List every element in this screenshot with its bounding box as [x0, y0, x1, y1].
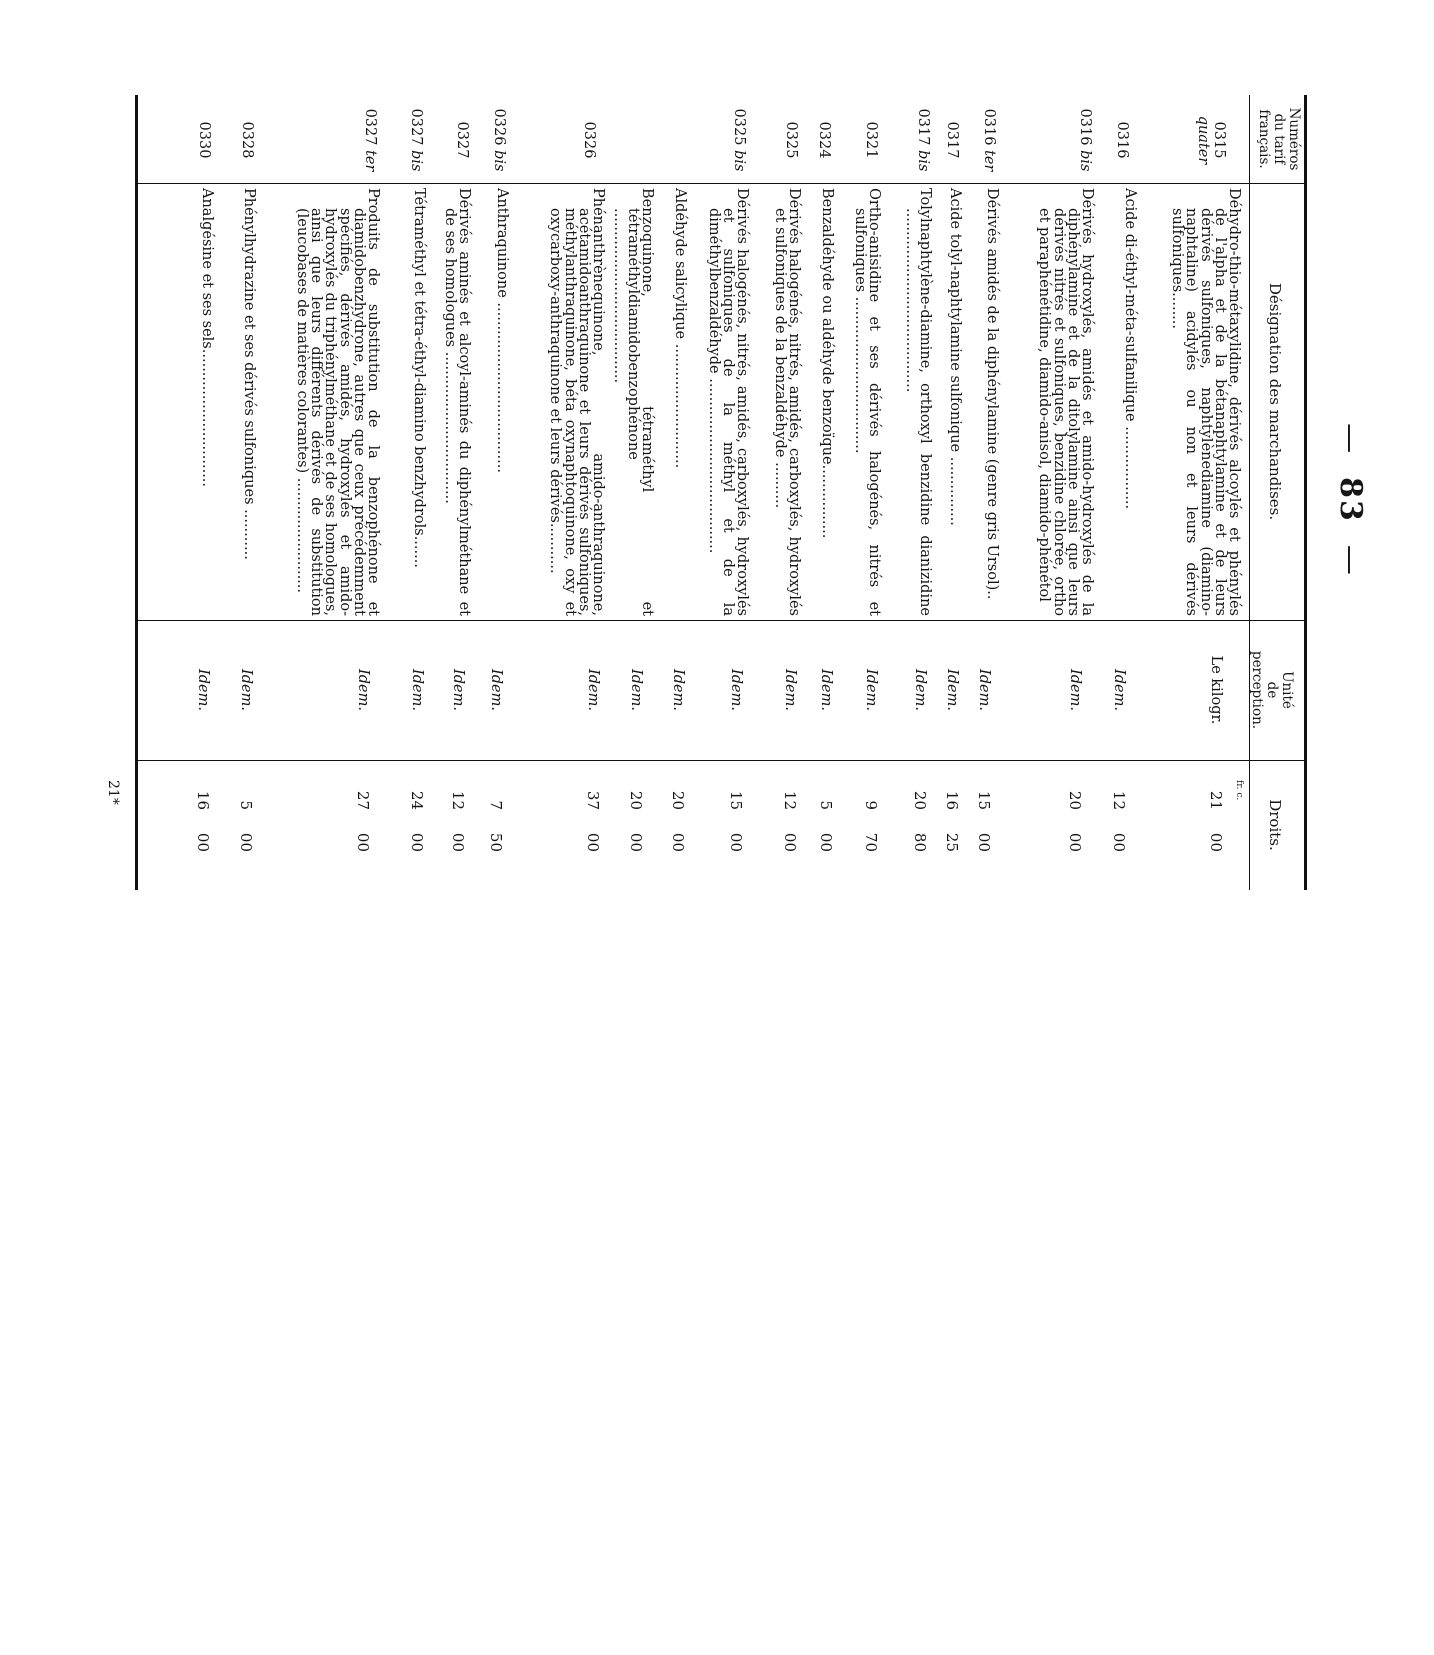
duty-amount — [628, 768, 644, 888]
tariff-number-code: 0325 — [783, 121, 799, 159]
header-unite: Unité de perception. — [1249, 650, 1295, 730]
unit-of-perception: Idem. — [355, 669, 371, 711]
duty-amount — [818, 768, 834, 888]
item-designation — [412, 188, 426, 616]
tariff-number — [816, 100, 832, 180]
designation-text: Dérivés amidés de la diphénylamine (genre gris Ursol).. — [984, 188, 1000, 600]
unit-of-perception: Idem. — [728, 669, 744, 711]
duty-centimes: 00 — [975, 832, 993, 852]
duty-francs: 21 — [1207, 790, 1225, 810]
designation-text: Acide di-éthyl-méta-sulfanilique .................. — [1122, 188, 1138, 510]
duty-amount — [1111, 768, 1127, 888]
tariff-number-suffix: bis — [1077, 150, 1093, 172]
duty-amount — [450, 768, 466, 888]
tariff-number — [731, 100, 747, 180]
designation-text: Phénylhydrazine et ses dérivés sulfoniques ........... — [241, 188, 257, 560]
duty-amount — [944, 768, 960, 888]
tariff-number-code: 0326 — [581, 121, 597, 159]
unit-of-perception: Idem. — [818, 669, 834, 711]
duty-amount — [976, 768, 992, 888]
tariff-number-suffix: quater — [1195, 115, 1211, 165]
duty-francs: 16 — [943, 790, 961, 810]
designation-text: Anthraquinone ..................................... — [494, 188, 510, 473]
duty-centimes: 00 — [194, 832, 212, 852]
tariff-number — [196, 100, 212, 180]
unit-of-perception: Idem. — [488, 669, 504, 711]
column-divider — [138, 760, 1307, 761]
page-number: —83— — [1333, 423, 1368, 577]
duty-francs: 20 — [669, 790, 687, 810]
duty-francs: 20 — [627, 790, 645, 810]
duty-centimes: 00 — [449, 832, 467, 852]
tariff-number — [581, 100, 597, 180]
designation-text: Aldéhyde salicylique ........................... — [672, 188, 688, 469]
item-designation — [773, 188, 801, 616]
duty-francs: 20 — [911, 790, 929, 810]
tariff-number-code: 0321 — [863, 121, 879, 159]
duty-centimes: 00 — [1066, 832, 1084, 852]
duty-francs: 27 — [354, 790, 372, 810]
tariff-number — [783, 100, 799, 180]
duty-centimes: 25 — [943, 832, 961, 852]
duty-francs: 12 — [781, 790, 799, 810]
item-designation — [1170, 188, 1241, 616]
tariff-number-code: 0316 — [1114, 121, 1130, 159]
duty-francs: 12 — [449, 790, 467, 810]
duty-amount — [782, 768, 798, 888]
tariff-number — [981, 100, 997, 180]
unit-of-perception: Idem. — [863, 669, 879, 711]
duty-centimes: 00 — [354, 832, 372, 852]
unit-of-perception: Idem. — [585, 669, 601, 711]
duty-amount — [195, 768, 211, 888]
designation-text: Benzoquinone, tétraméthyl et tétraméthyldiamidobenzophénone ...................................... — [610, 188, 655, 616]
duty-amount — [670, 768, 686, 888]
unit-of-perception: Le kilogr. — [1208, 655, 1224, 725]
duty-francs: 7 — [487, 800, 505, 810]
tariff-number-code: 0325 — [731, 108, 747, 146]
duty-amount — [355, 768, 371, 888]
unit-of-perception: Idem. — [409, 669, 425, 711]
tariff-number-suffix: bis — [408, 150, 424, 172]
designation-text: Benzaldéhyde ou aldéhyde benzoïque................ — [819, 188, 835, 539]
item-designation — [611, 188, 654, 616]
item-designation — [242, 188, 256, 616]
tariff-number — [863, 100, 879, 180]
header-numeros: Numéros du tarif français. — [1256, 107, 1302, 171]
tariff-number-code: 0315 — [1211, 121, 1227, 159]
duty-francs: 16 — [194, 790, 212, 810]
duty-francs: 5 — [817, 800, 835, 810]
header-fr-c: fr. c. — [1234, 780, 1244, 801]
tariff-number-code: 0316 — [981, 108, 997, 146]
designation-text: Phénanthrènequinone, amido-anthraquinone, acétamidoanthraquinone et leurs dérivés sulfoniques, méthylanthraquinone, béta oxynaphtoquinone, oxy et oxycarboxy-anthraquinone et leurs dérivés........... — [547, 188, 606, 616]
duty-centimes: 00 — [781, 832, 799, 852]
duty-francs: 15 — [727, 790, 745, 810]
duty-centimes: 80 — [911, 832, 929, 852]
tariff-number — [1195, 100, 1227, 180]
tariff-number — [1077, 100, 1093, 180]
header-designation: Désignation des marchandises. — [1266, 282, 1284, 521]
duty-centimes: 50 — [487, 832, 505, 852]
duty-francs: 12 — [1110, 790, 1128, 810]
item-designation — [548, 188, 605, 616]
item-designation — [200, 188, 214, 616]
header-droits: Droits. — [1266, 799, 1284, 851]
duty-amount — [1208, 768, 1224, 888]
item-designation — [1123, 188, 1137, 616]
item-designation — [673, 188, 687, 616]
item-designation — [495, 188, 509, 616]
unit-of-perception: Idem. — [1111, 669, 1127, 711]
tariff-number-code: 0317 — [944, 121, 960, 159]
tariff-number — [1114, 100, 1130, 180]
column-divider — [138, 183, 1307, 184]
unit-of-perception: Idem. — [1067, 669, 1083, 711]
tariff-number-code: 0316 — [1077, 108, 1093, 146]
designation-text: Dérivés halogénés, nitrés, amidés, carboxylés, hydroxylés et sulfoniques de la méthyl et de la diméthylbenzaldéhyde ...................................... — [705, 188, 750, 616]
designation-text: Tétraméthyl et tétra-éthyl-diamino benzhydrols....... — [411, 188, 427, 568]
designation-text: Dérivés hydroxylés, amidés et amido-hydroxylés de la diphénylamine et de la ditolylamine ainsi que leurs dérivés nitrés et sulfoniques, benzidine chlorée, ortho et paraphénétidine, diamido-anisol, diamido-phénétol — [1036, 188, 1095, 616]
duty-centimes: 00 — [627, 832, 645, 852]
duty-centimes: 00 — [408, 832, 426, 852]
tariff-number-suffix: bis — [731, 150, 747, 172]
item-designation — [904, 188, 932, 616]
duty-centimes: 00 — [1207, 832, 1225, 852]
unit-of-perception: Idem. — [782, 669, 798, 711]
tariff-number — [915, 100, 931, 180]
tariff-number-suffix: bis — [491, 150, 507, 172]
item-designation — [706, 188, 749, 616]
designation-text: Déhydro-thio-métaxylidine, dérivés alcoylés et phénylés de l'alpha et de la bétanaphtylamine et de leurs dérivés sulfoniques, naphtylènediamine (diamino-naphtaline) acidylés ou non et leurs dérivés sulfoniques........ — [1169, 188, 1242, 616]
unit-of-perception: Idem. — [238, 669, 254, 711]
item-designation — [820, 188, 834, 616]
duty-francs: 37 — [584, 790, 602, 810]
duty-amount — [238, 768, 254, 888]
unit-of-perception: Idem. — [912, 669, 928, 711]
duty-amount — [728, 768, 744, 888]
duty-francs: 24 — [408, 790, 426, 810]
duty-centimes: 00 — [1110, 832, 1128, 852]
duty-amount — [409, 768, 425, 888]
unit-of-perception: Idem. — [628, 669, 644, 711]
tariff-number-suffix: ter — [981, 150, 997, 172]
duty-centimes: 00 — [727, 832, 745, 852]
table-top-rule — [1304, 95, 1307, 890]
duty-centimes: 70 — [862, 832, 880, 852]
duty-amount — [1067, 768, 1083, 888]
duty-centimes: 00 — [584, 832, 602, 852]
duty-francs: 5 — [237, 800, 255, 810]
duty-amount — [863, 768, 879, 888]
item-designation — [295, 188, 380, 616]
designation-text: Analgésine et ses sels.............................. — [199, 188, 215, 488]
duty-amount — [585, 768, 601, 888]
tariff-number-code: 0317 — [915, 108, 931, 146]
tariff-number-code: 0328 — [239, 121, 255, 159]
designation-text: Dérivés halogénés, nitrés, amidés, carboxylés, hydroxylés et sulfoniques de la benzaldéhyde .......... — [771, 188, 802, 616]
tariff-number-code: 0327 — [362, 108, 378, 146]
unit-of-perception: Idem. — [944, 669, 960, 711]
column-divider — [138, 620, 1307, 621]
tariff-number — [408, 100, 424, 180]
tariff-number-code: 0327 — [454, 121, 470, 159]
duty-francs: 9 — [862, 800, 880, 810]
tariff-number-suffix: ter — [362, 150, 378, 172]
tariff-number — [454, 100, 470, 180]
tariff-number — [362, 100, 378, 180]
unit-of-perception: Idem. — [670, 669, 686, 711]
duty-centimes: 00 — [237, 832, 255, 852]
tariff-number-code: 0327 — [408, 108, 424, 146]
tariff-number-suffix: bis — [915, 150, 931, 172]
designation-text: Produits de substitution de la benzophénone et diamidobenzhydrone, autres que ceux précédemment spécifiés, dérivés amidés, hydroxylés et amido-hydroxylés du triphénylméthane et de ses homologues, ainsi que leurs différents dérivés de substitution (leucobases de matières colorantes) ......................... — [293, 188, 381, 616]
sheet-mark: 21* — [105, 780, 121, 805]
tariff-number-code: 0326 — [491, 108, 507, 146]
duty-centimes: 00 — [817, 832, 835, 852]
table-bottom-rule — [135, 95, 138, 890]
tariff-number — [944, 100, 960, 180]
tariff-number-code: 0330 — [196, 121, 212, 159]
designation-text: Tolylnaphtylène-diamine, orthoxyl benzidine dianizidine ........................................ — [902, 188, 933, 616]
unit-of-perception: Idem. — [195, 669, 211, 711]
duty-francs: 20 — [1066, 790, 1084, 810]
item-designation — [1037, 188, 1094, 616]
unit-of-perception: Idem. — [976, 669, 992, 711]
tariff-number — [239, 100, 255, 180]
duty-amount — [488, 768, 504, 888]
duty-amount — [912, 768, 928, 888]
duty-centimes: 00 — [669, 832, 687, 852]
tariff-number-code: 0324 — [816, 121, 832, 159]
unit-of-perception: Idem. — [450, 669, 466, 711]
designation-text: Acide tolyl-naphtylamine sulfonique ............... — [947, 188, 963, 526]
tariff-number — [491, 100, 507, 180]
item-designation — [443, 188, 471, 616]
item-designation — [853, 188, 881, 616]
designation-text: Ortho-anisidine et ses dérivés halogénés, nitrés et sulfoniques .................................. — [851, 188, 882, 616]
item-designation — [948, 188, 962, 616]
duty-francs: 15 — [975, 790, 993, 810]
item-designation — [985, 188, 999, 616]
designation-text: Dérivés aminés et alcoyl-aminés du diphénylméthane et de ses homologues ................................. — [441, 188, 472, 616]
